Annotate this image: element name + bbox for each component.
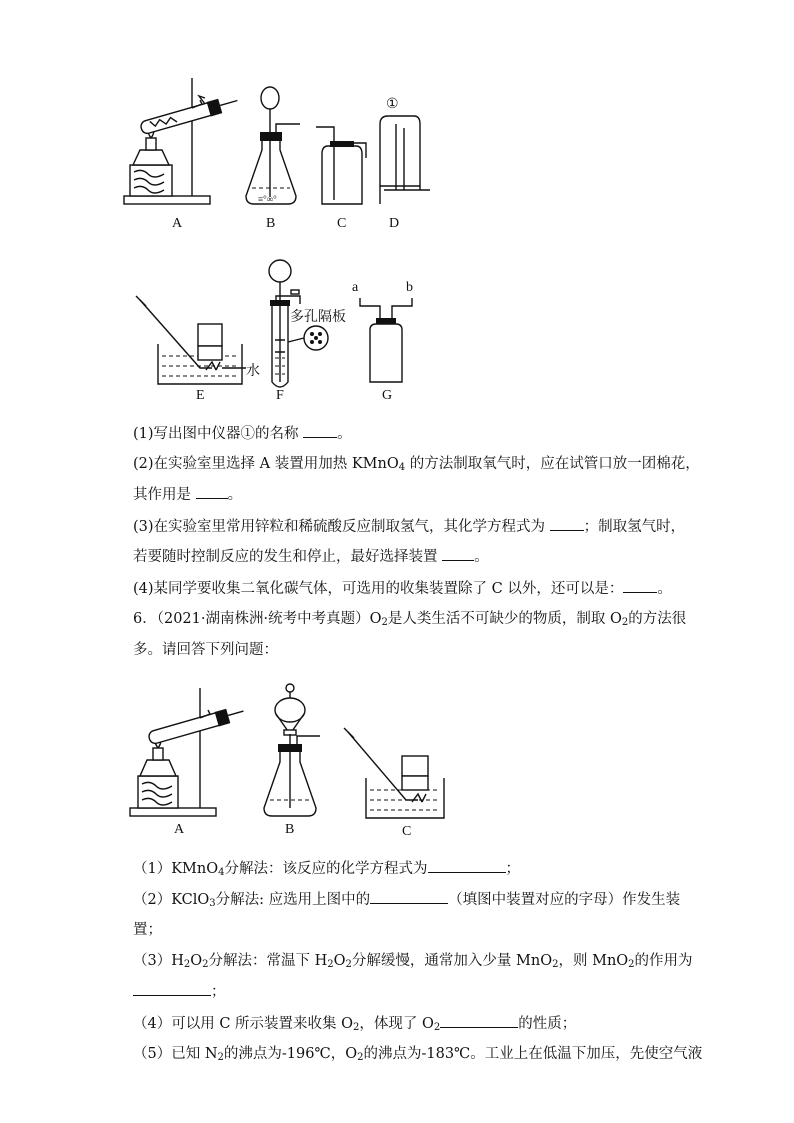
q5-part-1: (1)写出图中仪器①的名称 。 — [133, 423, 352, 444]
label-c: C — [337, 216, 347, 231]
label-e: E — [196, 388, 205, 403]
q5-part-3-cont: 若要随时控制反应的发生和停止，最好选择装置 。 — [133, 546, 489, 567]
fig2-apparatus-a — [130, 688, 246, 816]
port-a-label: a — [352, 280, 359, 295]
q5-part-2-cont: 其作用是 。 — [133, 484, 242, 505]
instrument-marker-1: ① — [386, 97, 399, 112]
label-a: A — [172, 216, 183, 231]
q6-intro: 6．（2021·湖南株洲·统考中考真题）$O_2$是人类生活不可缺少的物质，制取 $O_2$的方法很 — [133, 611, 687, 628]
instrument-marker-ref: ① — [240, 426, 256, 442]
q6-part-3-cont: ； — [133, 981, 226, 1002]
answer-blank[interactable] — [428, 858, 506, 873]
fig2-label-b: B — [285, 822, 295, 837]
q5-part-3: (3)在实验室里常用锌粒和稀硫酸反应制取氢气，其化学方程式为 ；制取氢气时， — [133, 516, 685, 537]
answer-blank[interactable] — [133, 981, 211, 996]
q6-intro-cont: 多。请回答下列问题： — [133, 642, 278, 658]
fig2-apparatus-b — [264, 684, 320, 816]
q6-part-1: （1）KMnO$_4$分解法：该反应的化学方程式为 ； — [133, 858, 520, 883]
label-g: G — [382, 388, 393, 403]
q6-part-3: $(3)H_2O_2$分解法：常温下 $H_2O_2$分解缓慢，通常加入少量 MnO$_2$，则 MnO$_2$的作用为 — [133, 953, 693, 970]
answer-blank[interactable] — [370, 889, 448, 904]
q5-part-4: (4)某同学要收集二氧化碳气体，可选用的收集装置除了 C 以外，还可以是： 。 — [133, 578, 672, 599]
q6-part-4: （4）可以用 C 所示装置来收集 $O_2$，体现了 $O_2$ 的性质； — [133, 1013, 576, 1038]
plate-label: 多孔隔板 — [290, 310, 346, 325]
q5-part-2: (2)在实验室里选择 A 装置用加热 KMnO$_4$ 的方法制取氧气时，应在试管口放一团棉花， — [133, 456, 700, 473]
water-label: 水 — [246, 364, 260, 379]
q6-part-2-cont: 置； — [133, 922, 162, 938]
label-f: F — [276, 388, 284, 403]
svg-text:≡°∞°: ≡°∞° — [258, 194, 277, 204]
label-d: D — [389, 216, 400, 231]
label-b: B — [266, 216, 276, 231]
fig2-label-a: A — [174, 822, 185, 837]
q6-part-5: （5）已知 $N_2$的沸点为-196℃，$O_2$的沸点为-183℃。工业上在低温下加压，先使空气液 — [133, 1046, 703, 1063]
fig2-apparatus-c — [344, 728, 444, 818]
port-b-label: b — [406, 280, 413, 295]
fig2-label-c: C — [402, 824, 412, 839]
q6-part-2: （2）KClO$_3$分解法: 应选用上图中的 （填图中装置对应的字母）作发生装 — [133, 889, 680, 914]
answer-blank[interactable] — [440, 1013, 518, 1028]
